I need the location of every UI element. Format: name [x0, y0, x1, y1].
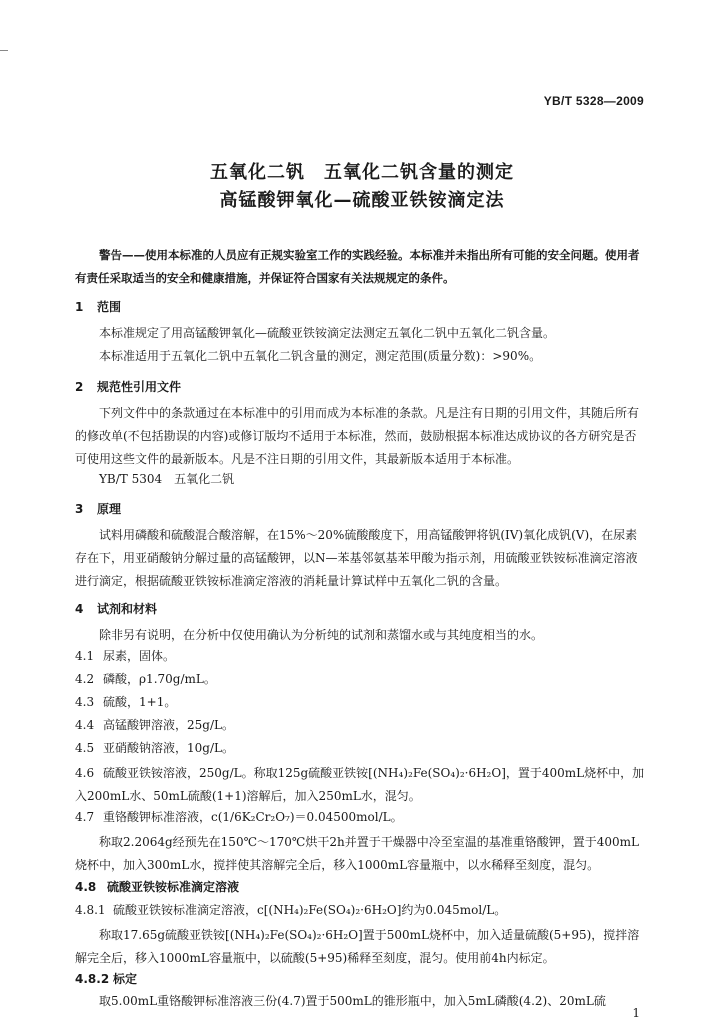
scope-paragraph-2: 本标准适用于五氧化二钒中五氧化二钒含量的测定，测定范围(质量分数)：>90%。: [99, 349, 542, 363]
item-4-3: 4.3 硫酸，1+1。: [75, 695, 177, 709]
scope-paragraph-1: 本标准规定了用高锰酸钾氧化—硫酸亚铁铵滴定法测定五氧化二钒中五氧化二钒含量。: [99, 326, 556, 340]
section-number: 2: [75, 380, 84, 394]
page-number: 1: [632, 1006, 640, 1020]
section-2-heading: [75, 378, 181, 395]
principle-paragraph: 试料用磷酸和硫酸混合酸溶解，在15%～20%硫酸酸度下，用高锰酸钾将钒(IV)氧化成钒(V)，在尿素存在下，用亚硝酸钠分解过量的高锰酸钾，以N—苯基邻氨基苯甲酸为指示剂，用硫酸亚铁铵标准滴定溶液进行滴定，根据硫酸亚铁铵标准滴定溶液的消耗量计算试样中五氧化二钒的含量。: [75, 528, 638, 588]
section-title: 原理: [97, 502, 122, 516]
warning-paragraph: 警告——使用本标准的人员应有正规实验室工作的实践经验。本标准并未指出所有可能的安全问题。使用者有责任采取适当的安全和健康措施，并保证符合国家有关法规规定的条件。: [75, 248, 640, 285]
section-title: 规范性引用文件: [97, 380, 182, 394]
title-line-2: 高锰酸钾氧化—硫酸亚铁铵滴定法: [219, 190, 505, 211]
item-4-7-paragraph: 称取2.2064g经预先在150℃～170℃烘干2h并置于干燥器中冷至室温的基准重铬酸钾，置于400mL烧杯中，加入300mL水，搅拌使其溶解完全后，移入1000mL容量瓶中，以水稀释至刻度，混匀。: [75, 835, 639, 872]
section-number: 4: [75, 602, 84, 616]
section-4-heading: [75, 600, 157, 617]
item-4-8-1: 4.8.1 硫酸亚铁铵标准滴定溶液，c[(NH₄)₂Fe(SO₄)₂·6H₂O]约为0.045mol/L。: [75, 903, 507, 917]
item-4-8-2-heading: 4.8.2 标定: [75, 972, 138, 986]
standard-number: YB/T 5328—2009: [543, 94, 644, 108]
item-4-5: 4.5 亚硝酸钠溶液，10g/L。: [75, 741, 234, 755]
references-paragraph: 下列文件中的条款通过在本标准中的引用而成为本标准的条款。凡是注有日期的引用文件，其随后所有的修改单(不包括勘误的内容)或修订版均不适用于本标准，然而，鼓励根据本标准达成协议的各方研究是否可使用这些文件的最新版本。凡是不注日期的引用文件，其最新版本适用于本标准。: [75, 406, 640, 466]
item-4-6: 4.6 硫酸亚铁铵溶液，250g/L。称取125g硫酸亚铁铵[(NH₄)₂Fe(SO₄)₂·6H₂O]，置于400mL烧杯中，加入200mL水、50mL硫酸(1+1)溶解后，加入250mL水，混匀。: [75, 766, 645, 803]
section-number: 3: [75, 502, 84, 516]
edge-mark: [0, 50, 8, 51]
section-1-heading: [75, 298, 121, 315]
item-4-8-heading: 4.8 硫酸亚铁铵标准滴定溶液: [75, 880, 240, 894]
item-4-8-1-paragraph: 称取17.65g硫酸亚铁铵[(NH₄)₂Fe(SO₄)₂·6H₂O]置于500mL烧杯中，加入适量硫酸(5+95)，搅拌溶解完全后，移入1000mL容量瓶中，以硫酸(5+95)稀释至刻度，混匀。使用前4h内标定。: [75, 928, 640, 965]
title-line-1: 五氧化二钒 五氧化二钒含量的测定: [210, 162, 514, 183]
item-4-4: 4.4 高锰酸钾溶液，25g/L。: [75, 718, 234, 732]
item-4-8-2-paragraph: 取5.00mL重铬酸钾标准溶液三份(4.7)置于500mL的锥形瓶中，加入5mL磷酸(4.2)、20mL硫: [99, 994, 606, 1008]
section-title: 范围: [97, 300, 122, 314]
reference-item: YB/T 5304 五氧化二钒: [99, 472, 235, 486]
section-number: 1: [75, 300, 84, 314]
reagents-intro: 除非另有说明，在分析中仅使用确认为分析纯的试剂和蒸馏水或与其纯度相当的水。: [99, 628, 544, 642]
item-4-1: 4.1 尿素，固体。: [75, 649, 176, 663]
item-4-2: 4.2 磷酸，ρ1.70g/mL。: [75, 672, 216, 686]
item-4-7: 4.7 重铬酸钾标准溶液，c(1/6K₂Cr₂O₇)＝0.04500mol/L。: [75, 810, 403, 824]
section-title: 试剂和材料: [97, 602, 158, 616]
section-3-heading: [75, 500, 121, 517]
